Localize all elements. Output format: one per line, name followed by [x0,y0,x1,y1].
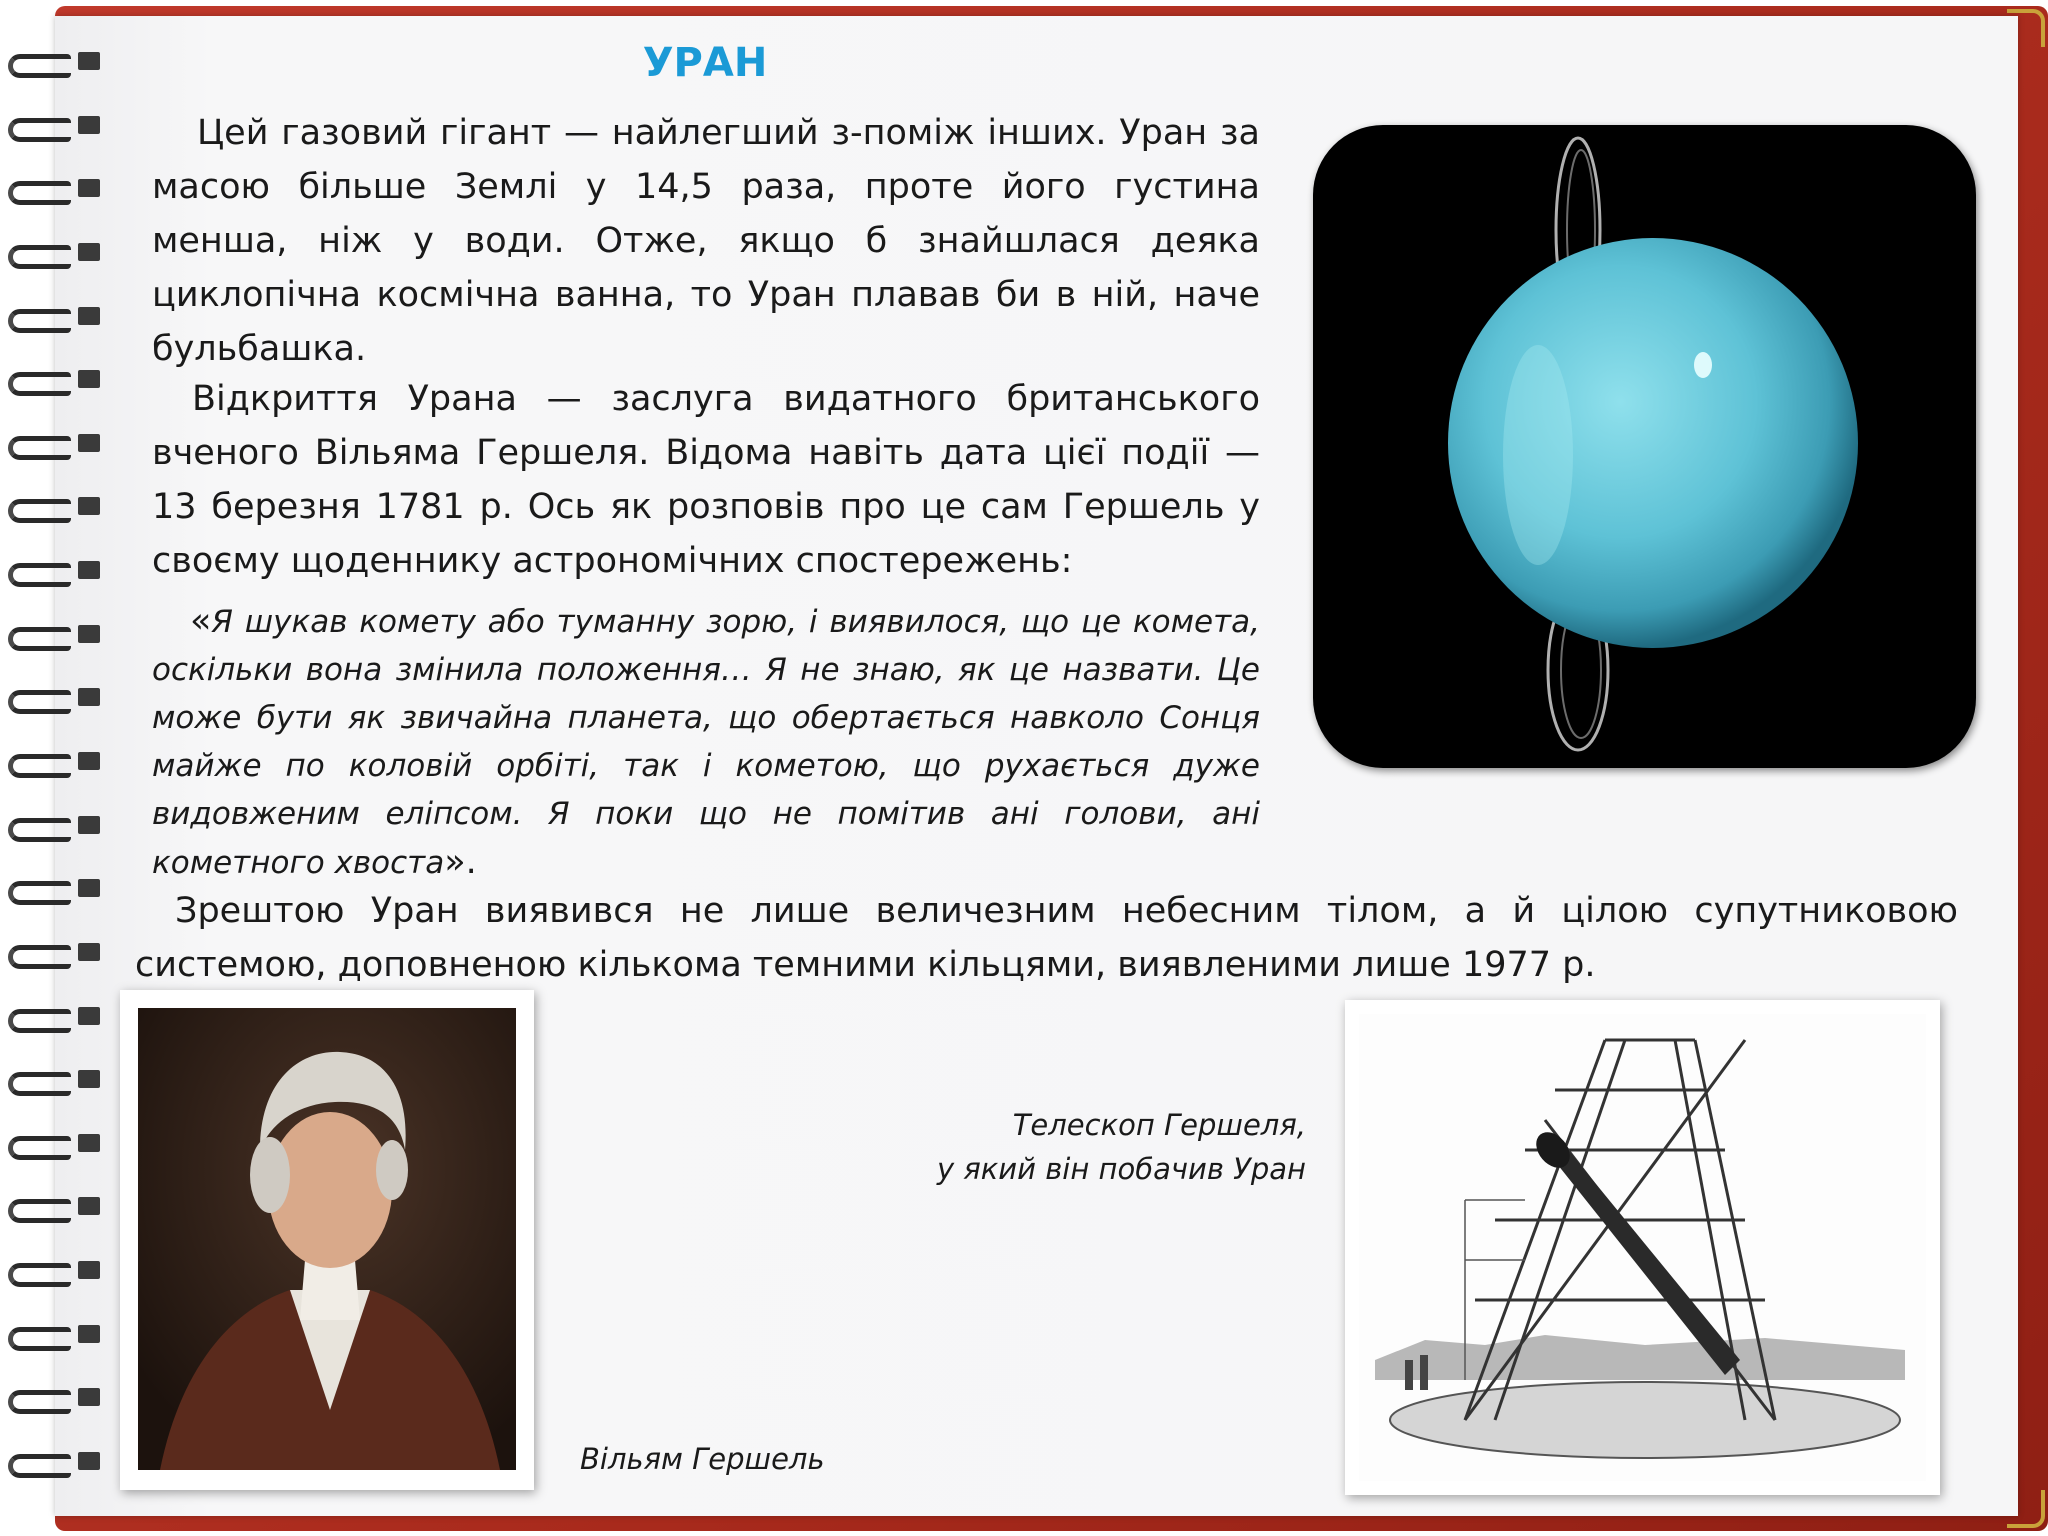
spiral-ring [8,1068,98,1090]
spiral-ring [8,1005,98,1027]
ring-hole [78,1388,100,1406]
spiral-ring [8,241,98,263]
ring-hole [78,1007,100,1025]
quote-open-mark: « [190,601,212,641]
ring-wire [8,1009,71,1033]
ring-wire [8,181,71,205]
spiral-binding [0,50,110,1510]
ring-wire [8,1136,71,1160]
ring-hole [78,370,100,388]
ring-hole [78,243,100,261]
spiral-ring [8,941,98,963]
ring-wire [8,1199,71,1223]
ring-wire [8,54,71,78]
spiral-ring [8,305,98,327]
quote-text: Я шукав комету або туманну зорю, і виявилося, що це комета, оскільки вона змінила положення… Я не знаю, як це назвати. Це може бути як звичайна планета, що обертається навколо Сонця майже по коловій орбіті, так і кометою, що рухається дуже видовженим еліпсом. Я поки що не помітив ані голови, ані кометного хвоста [152,604,1260,881]
ring-wire [8,499,71,523]
ring-hole [78,1197,100,1215]
ring-wire [8,754,71,778]
telescope-caption-line1: Телескоп Гершеля, [1012,1108,1306,1142]
spiral-ring [8,623,98,645]
ring-wire [8,245,71,269]
ring-hole [78,52,100,70]
ring-wire [8,118,71,142]
spiral-ring [8,432,98,454]
ring-wire [8,818,71,842]
herschel-quote [152,597,1260,887]
ring-wire [8,627,71,651]
ring-hole [78,1261,100,1279]
ring-hole [78,816,100,834]
ring-wire [8,690,71,714]
paragraph-rings: Зрештою Уран виявився не лише величезним небесним тілом, а й цілою супутниковою системою, доповненою кількома темними кільцями, виявленими лише 1977 р. [135,891,1958,985]
ring-wire [8,1263,71,1287]
spiral-ring [8,750,98,772]
spiral-ring [8,1450,98,1472]
ring-hole [78,752,100,770]
ring-wire [8,1327,71,1351]
spiral-ring [8,368,98,390]
ring-wire [8,1390,71,1414]
telescope-caption [850,1103,1306,1191]
paragraph-discovery: Відкриття Урана — заслуга видатного британського вченого Вільяма Гершеля. Відома навіть дата цієї події — 13 березня 1781 р. Ось як розповів про це сам Гершель у своєму щоденнику астрономічних спостережень: [152,379,1260,581]
herschel-portrait-image [120,990,534,1490]
ring-hole [78,434,100,452]
herschel-telescope-image [1345,1000,1940,1495]
spiral-ring [8,559,98,581]
ring-wire [8,1454,71,1478]
spiral-ring [8,177,98,199]
ring-hole [78,116,100,134]
uranus-image [1313,125,1976,768]
spiral-ring [8,1386,98,1408]
ring-wire [8,1072,71,1096]
portrait-frame [120,990,534,1490]
ring-hole [78,561,100,579]
quote-close-mark: ». [444,842,477,882]
page-title: УРАН [642,40,768,86]
telescope-caption-line2: у який він побачив Уран [936,1152,1306,1186]
ring-hole [78,497,100,515]
spiral-ring [8,877,98,899]
spiral-ring [8,114,98,136]
spiral-ring [8,1259,98,1281]
spiral-ring [8,686,98,708]
spiral-ring [8,1323,98,1345]
telescope-frame [1345,1000,1940,1495]
ring-hole [78,688,100,706]
spiral-ring [8,814,98,836]
uranus-photo [1313,125,1976,768]
ring-wire [8,563,71,587]
portrait-caption: Вільям Гершель [580,1442,825,1476]
ring-hole [78,1070,100,1088]
ring-wire [8,881,71,905]
spiral-ring [8,1132,98,1154]
paragraph-mass: Цей газовий гігант — найлегший з-поміж інших. Уран за масою більше Землі у 14,5 раза, проте його густина менша, ніж у води. Отже, якщо б знайшлася деяка циклопічна космічна ванна, то Уран плавав би в ній, наче бульбашка. [152,113,1260,369]
ring-hole [78,943,100,961]
ring-hole [78,1452,100,1470]
ring-hole [78,1134,100,1152]
ring-hole [78,179,100,197]
spiral-ring [8,1195,98,1217]
ring-hole [78,1325,100,1343]
ring-hole [78,879,100,897]
spiral-ring [8,495,98,517]
spiral-ring [8,50,98,72]
ring-wire [8,309,71,333]
ring-wire [8,945,71,969]
ring-hole [78,307,100,325]
ring-wire [8,372,71,396]
ring-wire [8,436,71,460]
ring-hole [78,625,100,643]
